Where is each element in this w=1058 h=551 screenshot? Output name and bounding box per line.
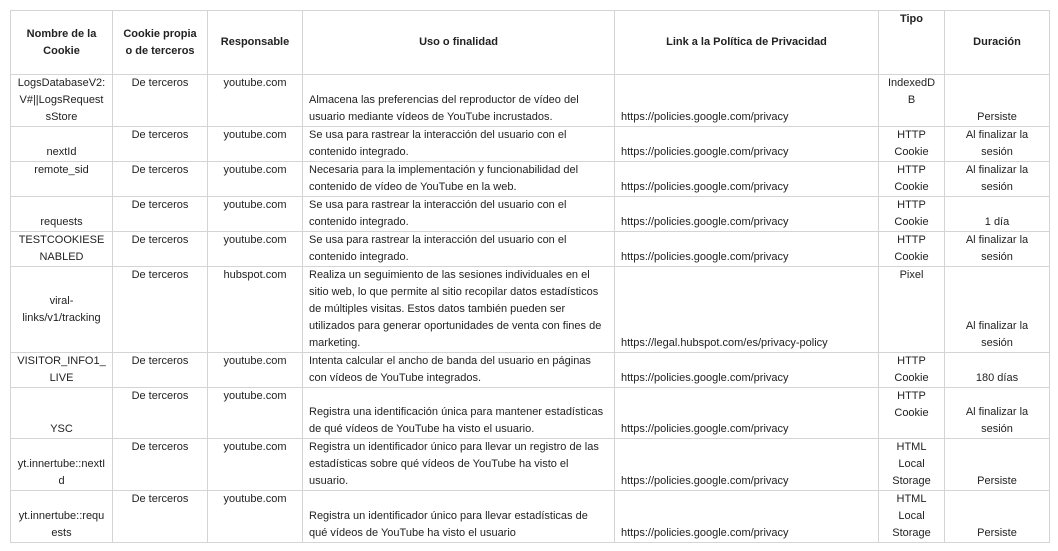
cookie-purpose: Intenta calcular el ancho de banda del usuario en páginas con vídeos de YouTube integrados.: [303, 353, 615, 388]
cookie-name: requests: [11, 197, 113, 232]
cookie-type: HTTP Cookie: [879, 162, 945, 197]
header-name: Nombre de la Cookie: [11, 11, 113, 75]
cookie-name: TESTCOOKIESENABLED: [11, 232, 113, 267]
cookie-name: VISITOR_INFO1_LIVE: [11, 353, 113, 388]
table-row: [11, 232, 1050, 267]
header-purpose: Uso o finalidad: [303, 11, 615, 75]
header-link: Link a la Política de Privacidad: [615, 11, 879, 75]
privacy-link[interactable]: https://policies.google.com/privacy: [615, 232, 879, 267]
cookie-type: HTTP Cookie: [879, 353, 945, 388]
privacy-link[interactable]: https://policies.google.com/privacy: [615, 162, 879, 197]
cookie-table-container: [10, 10, 1050, 543]
cookie-type: HTML Local Storage: [879, 439, 945, 491]
cookie-duration: Persiste: [945, 491, 1050, 543]
privacy-link[interactable]: https://policies.google.com/privacy: [615, 353, 879, 388]
cookie-duration: Al finalizar la sesión: [945, 162, 1050, 197]
cookie-type: HTTP Cookie: [879, 197, 945, 232]
cookie-owner: youtube.com: [208, 197, 303, 232]
privacy-link[interactable]: https://policies.google.com/privacy: [615, 127, 879, 162]
cookie-name: viral-links/v1/tracking: [11, 267, 113, 353]
cookie-owner: youtube.com: [208, 232, 303, 267]
table-header-row: [11, 11, 1050, 75]
cookie-duration: Al finalizar la sesión: [945, 232, 1050, 267]
cookie-duration: 180 días: [945, 353, 1050, 388]
cookie-owner: youtube.com: [208, 353, 303, 388]
cookie-table: [10, 10, 1050, 543]
privacy-link[interactable]: https://policies.google.com/privacy: [615, 491, 879, 543]
cookie-duration: Al finalizar la sesión: [945, 388, 1050, 439]
cookie-name: LogsDatabaseV2:V#||LogsRequestsStore: [11, 75, 113, 127]
cookie-purpose: Almacena las preferencias del reproductor de vídeo del usuario mediante vídeos de YouTube incrustados.: [303, 75, 615, 127]
cookie-owner: youtube.com: [208, 127, 303, 162]
cookie-origin: De terceros: [113, 197, 208, 232]
cookie-purpose: Registra un identificador único para llevar estadísticas de qué vídeos de YouTube ha visto el usuario: [303, 491, 615, 543]
cookie-purpose: Registra un identificador único para llevar un registro de las estadísticas sobre qué vídeos de YouTube ha visto el usuario.: [303, 439, 615, 491]
table-row: [11, 439, 1050, 491]
cookie-purpose: Se usa para rastrear la interacción del usuario con el contenido integrado.: [303, 197, 615, 232]
cookie-type: HTTP Cookie: [879, 388, 945, 439]
cookie-type: Pixel: [879, 267, 945, 353]
cookie-duration: Al finalizar la sesión: [945, 127, 1050, 162]
table-row: [11, 75, 1050, 127]
cookie-owner: youtube.com: [208, 439, 303, 491]
privacy-link[interactable]: https://policies.google.com/privacy: [615, 75, 879, 127]
cookie-purpose: Se usa para rastrear la interacción del usuario con el contenido integrado.: [303, 127, 615, 162]
cookie-origin: De terceros: [113, 127, 208, 162]
cookie-origin: De terceros: [113, 267, 208, 353]
cookie-origin: De terceros: [113, 75, 208, 127]
cookie-owner: youtube.com: [208, 162, 303, 197]
cookie-purpose: Registra una identificación única para mantener estadísticas de qué vídeos de YouTube ha visto el usuario.: [303, 388, 615, 439]
cookie-duration: Al finalizar la sesión: [945, 267, 1050, 353]
cookie-owner: youtube.com: [208, 75, 303, 127]
table-row: [11, 388, 1050, 439]
header-duration: Duración: [945, 11, 1050, 75]
header-type: Tipo: [879, 11, 945, 75]
cookie-name: yt.innertube::nextId: [11, 439, 113, 491]
cookie-type: HTTP Cookie: [879, 232, 945, 267]
cookie-duration: 1 día: [945, 197, 1050, 232]
cookie-origin: De terceros: [113, 388, 208, 439]
cookie-type: HTML Local Storage: [879, 491, 945, 543]
table-row: [11, 353, 1050, 388]
cookie-duration: Persiste: [945, 439, 1050, 491]
table-row: [11, 491, 1050, 543]
cookie-purpose: Se usa para rastrear la interacción del usuario con el contenido integrado.: [303, 232, 615, 267]
table-row: [11, 197, 1050, 232]
cookie-purpose: Necesaria para la implementación y funcionabilidad del contenido de vídeo de YouTube en la web.: [303, 162, 615, 197]
cookie-origin: De terceros: [113, 232, 208, 267]
cookie-origin: De terceros: [113, 491, 208, 543]
privacy-link[interactable]: https://legal.hubspot.com/es/privacy-policy: [615, 267, 879, 353]
cookie-type: HTTP Cookie: [879, 127, 945, 162]
cookie-name: YSC: [11, 388, 113, 439]
cookie-name: nextId: [11, 127, 113, 162]
privacy-link[interactable]: https://policies.google.com/privacy: [615, 439, 879, 491]
table-row: [11, 267, 1050, 353]
header-origin: Cookie propia o de terceros: [113, 11, 208, 75]
cookie-origin: De terceros: [113, 162, 208, 197]
privacy-link[interactable]: https://policies.google.com/privacy: [615, 197, 879, 232]
privacy-link[interactable]: https://policies.google.com/privacy: [615, 388, 879, 439]
table-row: [11, 127, 1050, 162]
cookie-owner: youtube.com: [208, 388, 303, 439]
header-owner: Responsable: [208, 11, 303, 75]
cookie-name: yt.innertube::requests: [11, 491, 113, 543]
cookie-name: remote_sid: [11, 162, 113, 197]
cookie-owner: hubspot.com: [208, 267, 303, 353]
cookie-origin: De terceros: [113, 439, 208, 491]
cookie-purpose: Realiza un seguimiento de las sesiones individuales en el sitio web, lo que permite al sitio recopilar datos estadísticos de múltiples visitas. Estos datos también pueden ser utilizados para generar oportunidades de venta con fines de marketing.: [303, 267, 615, 353]
cookie-type: IndexedDB: [879, 75, 945, 127]
table-row: [11, 162, 1050, 197]
cookie-owner: youtube.com: [208, 491, 303, 543]
cookie-origin: De terceros: [113, 353, 208, 388]
cookie-duration: Persiste: [945, 75, 1050, 127]
